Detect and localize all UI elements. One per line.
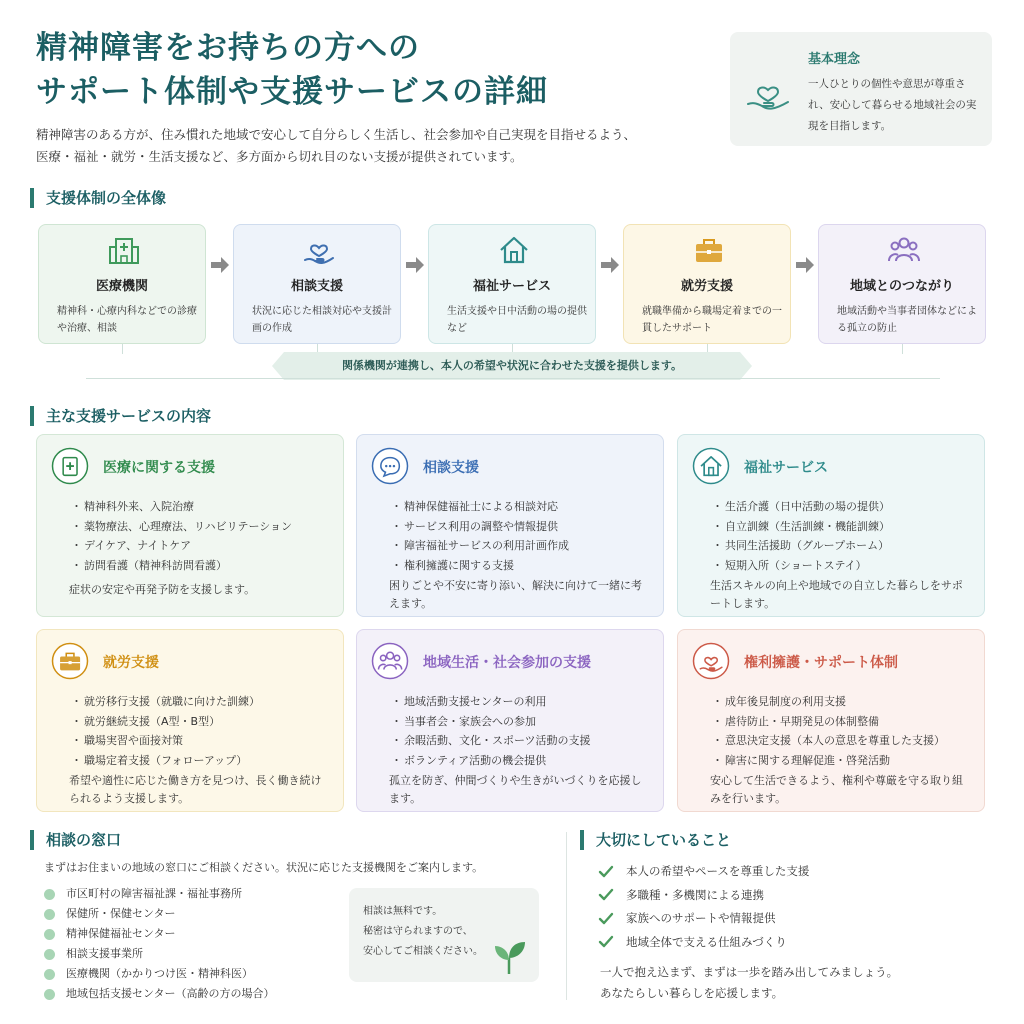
intro-line1: 精神障害のある方が、住み慣れた地域で安心して自分らしく生活し、社会参加や自己実現を目指せるよう、	[36, 127, 637, 142]
service-card	[356, 629, 664, 812]
consult-item-label: 保健所・保健センター	[66, 907, 176, 920]
service-card-item: ・ 意思決定支援（本人の意思を尊重した支援）	[712, 731, 945, 751]
flow-step-title: 相談支援	[290, 279, 343, 294]
important-list-item	[598, 907, 809, 931]
heart-hand-icon	[302, 233, 336, 267]
flow-step-text: 就職準備から職場定着までの一貫したサポート	[642, 306, 782, 334]
service-card-item: ・ サービス利用の調整や情報提供	[391, 517, 569, 537]
page-title-line1: 精神障害をお持ちの方への	[36, 30, 420, 66]
service-card-footer: 希望や適性に応じた働き方を見つけ、長く働き続けられるよう支援します。	[69, 774, 322, 805]
intro-text	[36, 124, 716, 168]
service-card-item: ・ 障害に関する理解促進・啓発活動	[712, 751, 945, 771]
people-icon	[371, 642, 409, 680]
house-icon	[497, 233, 531, 267]
banner-divider	[86, 378, 940, 379]
flow-step	[233, 224, 401, 344]
flow-step-title: 地域とのつながり	[849, 279, 954, 294]
house-icon	[692, 447, 730, 485]
flow-step-text: 状況に応じた相談対応や支援計画の作成	[252, 306, 392, 334]
service-card-footer: 生活スキルの向上や地域での自立した暮らしをサポートします。	[710, 579, 963, 610]
consult-list-item	[44, 984, 275, 1004]
service-card	[36, 434, 344, 617]
services-heading: 主な支援サービスの内容	[30, 406, 211, 426]
consult-item-label: 精神保健福祉センター	[66, 927, 176, 940]
flow-step-title: 福祉サービス	[472, 279, 551, 294]
service-card-list	[391, 692, 591, 770]
arrow-right-icon	[600, 256, 620, 274]
service-card-footer: 孤立を防ぎ、仲間づくりや生きがいづくりを応援します。	[389, 774, 642, 805]
consult-list-item	[44, 884, 275, 904]
consult-list-item	[44, 904, 275, 924]
heart-hand-icon	[744, 68, 792, 116]
section-divider	[566, 832, 567, 1000]
service-card	[677, 434, 985, 617]
philosophy-text: 一人ひとりの個性や意思が尊重され、安心して暮らせる地域社会の実現を目指します。	[808, 78, 977, 132]
consult-item-label: 相談支援事業所	[66, 947, 143, 960]
service-card-item: ・ 権利擁護に関する支援	[391, 556, 569, 576]
important-list-item	[598, 860, 809, 884]
bullet-dot-icon	[44, 929, 55, 940]
flow-step	[623, 224, 791, 344]
service-card-list	[712, 692, 945, 770]
service-card-item: ・ 職場実習や面接対策	[71, 731, 260, 751]
service-card-list	[712, 497, 890, 575]
service-card-item: ・ 精神保健福祉士による相談対応	[391, 497, 569, 517]
service-card-footer: 困りごとや不安に寄り添い、解決に向けて一緒に考えます。	[389, 579, 642, 610]
service-card-title: 相談支援	[423, 460, 479, 476]
important-item-label: 多職種・多機関による連携	[626, 887, 764, 902]
service-card-item: ・ 職場定着支援（フォローアップ）	[71, 751, 260, 771]
check-icon	[598, 911, 614, 927]
important-list	[598, 860, 809, 954]
important-heading: 大切にしていること	[580, 830, 731, 850]
check-icon	[598, 934, 614, 950]
service-card-item: ・ 薬物療法、心理療法、リハビリテーション	[71, 517, 292, 537]
important-item-label: 本人の希望やペースを尊重した支援	[626, 864, 810, 878]
briefcase-icon	[692, 233, 726, 267]
consult-item-label: 市区町村の障害福祉課・福祉事務所	[66, 887, 242, 900]
consult-list-item	[44, 924, 275, 944]
service-card-item: ・ 自立訓練（生活訓練・機能訓練）	[712, 517, 890, 537]
arrow-right-icon	[210, 256, 230, 274]
chat-icon	[371, 447, 409, 485]
service-card-item: ・ 短期入所（ショートステイ）	[712, 556, 890, 576]
service-card-title: 権利擁護・サポート体制	[744, 655, 898, 671]
check-icon	[598, 864, 614, 880]
bullet-dot-icon	[44, 949, 55, 960]
service-card-item: ・ 生活介護（日中活動の場の提供）	[712, 497, 890, 517]
consult-heading: 相談の窓口	[30, 830, 121, 850]
sprout-icon	[489, 936, 529, 976]
arrow-right-icon	[405, 256, 425, 274]
service-card-title: 地域生活・社会参加の支援	[423, 655, 591, 671]
consult-list-item	[44, 964, 275, 984]
consult-item-label: 医療機関（かかりつけ医・精神科医）	[66, 967, 253, 980]
service-card	[356, 434, 664, 617]
briefcase-icon	[51, 642, 89, 680]
service-card-item: ・ 訪問看護（精神科訪問看護）	[71, 556, 292, 576]
flow-step	[818, 224, 986, 344]
service-card-item: ・ 地域活動支援センターの利用	[391, 692, 591, 712]
bullet-dot-icon	[44, 889, 55, 900]
philosophy-title: 基本理念	[808, 52, 861, 67]
service-card-item: ・ 虐待防止・早期発見の体制整備	[712, 712, 945, 732]
flow-connector	[122, 344, 123, 354]
service-card-list	[71, 692, 260, 770]
overview-heading: 支援体制の全体像	[30, 188, 166, 208]
consult-list-item	[44, 944, 275, 964]
service-card-item: ・ 就労継続支援（A型・B型）	[71, 712, 260, 732]
heart-hand-icon	[692, 642, 730, 680]
service-card-item: ・ 精神科外来、入院治療	[71, 497, 292, 517]
important-list-item	[598, 931, 809, 955]
important-footer	[600, 962, 1000, 1004]
service-card-footer: 症状の安定や再発予防を支援します。	[69, 583, 256, 596]
page-title-line2: サポート体制や支援サービスの詳細	[36, 74, 548, 110]
philosophy-box	[730, 32, 992, 146]
service-card-item: ・ 障害福祉サービスの利用計画作成	[391, 536, 569, 556]
service-card-title: 医療に関する支援	[103, 460, 215, 476]
people-icon	[887, 233, 921, 267]
medical-icon	[51, 447, 89, 485]
consult-item-label: 地域包括支援センター（高齢の方の場合）	[66, 987, 275, 1000]
service-card-title: 就労支援	[103, 655, 159, 671]
flow-step	[428, 224, 596, 344]
flow-step-text: 生活支援や日中活動の場の提供など	[447, 306, 587, 334]
consult-list	[44, 884, 275, 1004]
service-card-list	[391, 497, 569, 575]
flow-step-text: 地域活動や当事者団体などによる孤立の防止	[837, 306, 977, 334]
flow-step-title: 医療機関	[95, 279, 148, 294]
bullet-dot-icon	[44, 969, 55, 980]
service-card-title: 福祉サービス	[744, 460, 828, 476]
service-card-item: ・ 余暇活動、文化・スポーツ活動の支援	[391, 731, 591, 751]
service-card	[677, 629, 985, 812]
service-card-item: ・ 就労移行支援（就職に向けた訓練）	[71, 692, 260, 712]
flow-banner: 関係機関が連携し、本人の希望や状況に合わせた支援を提供します。	[341, 359, 683, 372]
note-line2: 秘密は守られますので、	[363, 926, 473, 937]
check-icon	[598, 887, 614, 903]
note-line3: 安心してご相談ください。	[363, 946, 483, 957]
flow-connector	[902, 344, 903, 354]
important-item-label: 家族へのサポートや情報提供	[626, 911, 776, 925]
flow-step	[38, 224, 206, 344]
note-text	[363, 902, 503, 962]
bullet-dot-icon	[44, 989, 55, 1000]
service-card-item: ・ 共同生活援助（グループホーム）	[712, 536, 890, 556]
service-card-item: ・ 当事者会・家族会への参加	[391, 712, 591, 732]
flow-step-title: 就労支援	[680, 279, 733, 294]
note-box	[349, 888, 539, 982]
important-foot-line1: 一人で抱え込まず、まずは一歩を踏み出してみましょう。	[600, 965, 899, 979]
intro-line2: 医療・福祉・就労・生活支援など、多方面から切れ目のない支援が提供されています。	[36, 149, 523, 164]
service-card-footer: 安心して生活できるよう、権利や尊厳を守る取り組みを行います。	[710, 774, 963, 805]
service-card-item: ・ ボランティア活動の機会提供	[391, 751, 591, 771]
service-card-list	[71, 497, 292, 575]
important-item-label: 地域全体で支える仕組みづくり	[626, 934, 787, 949]
service-card-item: ・ 成年後見制度の利用支援	[712, 692, 945, 712]
important-foot-line2: あなたらしい暮らしを応援します。	[600, 986, 784, 1000]
page-title	[36, 26, 548, 114]
bullet-dot-icon	[44, 909, 55, 920]
note-line1: 相談は無料です。	[363, 906, 443, 917]
flow-step-text: 精神科・心療内科などでの診療や治療、相談	[57, 306, 197, 334]
service-card	[36, 629, 344, 812]
service-card-item: ・ デイケア、ナイトケア	[71, 536, 292, 556]
hospital-icon	[107, 233, 141, 267]
consult-description: まずはお住まいの地域の窓口にご相談ください。状況に応じた支援機関をご案内します。	[44, 861, 484, 874]
important-list-item	[598, 884, 809, 908]
arrow-right-icon	[795, 256, 815, 274]
